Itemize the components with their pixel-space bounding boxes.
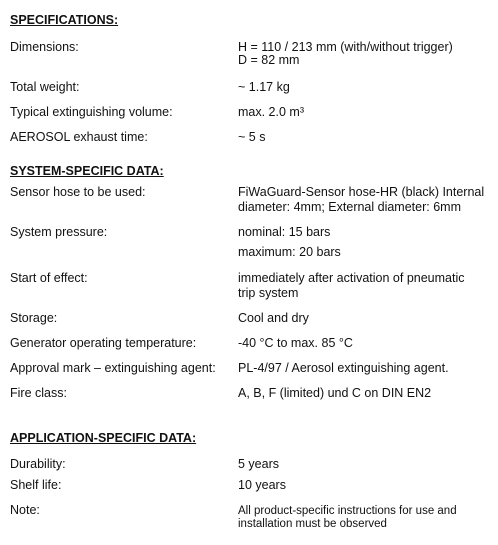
system-pressure-nominal: nominal: 15 bars — [238, 225, 331, 239]
sensor-hose-label: Sensor hose to be used: — [10, 185, 146, 199]
system-specific-heading: SYSTEM-SPECIFIC DATA: — [10, 164, 164, 178]
application-specific-heading: APPLICATION-SPECIFIC DATA: — [10, 431, 197, 445]
note-value-line-2: installation must be observed — [238, 518, 387, 530]
total-weight-value: ~ 1.17 kg — [238, 80, 290, 94]
operating-temperature-value: -40 °C to max. 85 °C — [238, 336, 353, 350]
dimensions-label: Dimensions: — [10, 40, 79, 54]
storage-label: Storage: — [10, 311, 58, 325]
start-of-effect-value-line-1: immediately after activation of pneumatic — [238, 271, 465, 285]
durability-label: Durability: — [10, 457, 66, 471]
exhaust-time-value: ~ 5 s — [238, 130, 266, 144]
dimensions-value-line-2: D = 82 mm — [238, 53, 300, 67]
system-pressure-label: System pressure: — [10, 225, 108, 239]
fire-class-value: A, B, F (limited) und C on DIN EN2 — [238, 386, 432, 400]
system-pressure-maximum: maximum: 20 bars — [238, 245, 341, 259]
approval-mark-label: Approval mark – extinguishing agent: — [10, 361, 216, 375]
durability-value: 5 years — [238, 457, 279, 471]
total-weight-label: Total weight: — [10, 80, 80, 94]
dimensions-value-line-1: H = 110 / 213 mm (with/without trigger) — [238, 40, 453, 54]
extinguishing-volume-value: max. 2.0 m³ — [238, 105, 304, 119]
storage-value: Cool and dry — [238, 311, 309, 325]
extinguishing-volume-label: Typical extinguishing volume: — [10, 105, 173, 119]
specifications-heading: SPECIFICATIONS: — [10, 13, 119, 27]
exhaust-time-label: AEROSOL exhaust time: — [10, 130, 148, 144]
sensor-hose-value-line-1: FiWaGuard-Sensor hose-HR (black) Internal — [238, 185, 485, 199]
shelf-life-value: 10 years — [238, 478, 286, 492]
start-of-effect-label: Start of effect: — [10, 271, 88, 285]
note-label: Note: — [10, 503, 40, 517]
shelf-life-label: Shelf life: — [10, 478, 62, 492]
operating-temperature-label: Generator operating temperature: — [10, 336, 197, 350]
start-of-effect-value-line-2: trip system — [238, 286, 299, 300]
note-value-line-1: All product-specific instructions for use and — [238, 505, 457, 517]
fire-class-label: Fire class: — [10, 386, 67, 400]
approval-mark-value: PL-4/97 / Aerosol extinguishing agent. — [238, 361, 449, 375]
sensor-hose-value-line-2: diameter: 4mm; External diameter: 6mm — [238, 200, 461, 214]
